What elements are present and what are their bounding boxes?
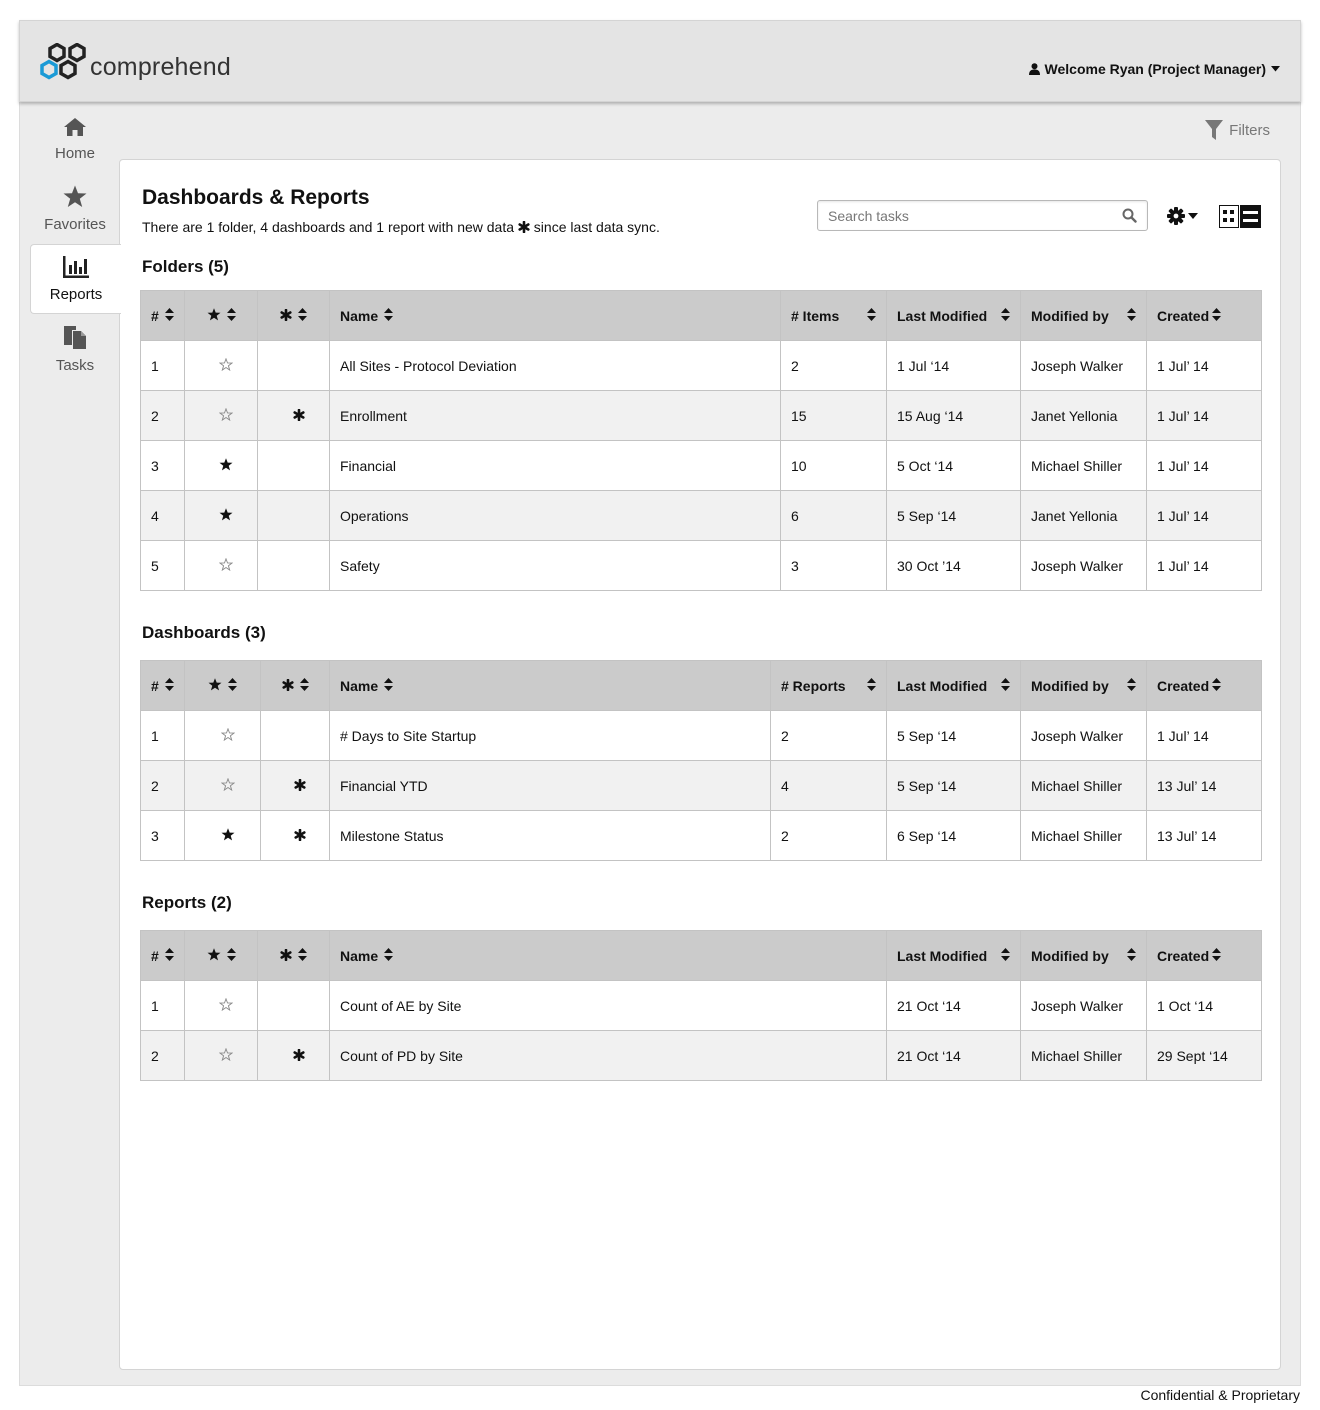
star-outline-icon[interactable] — [219, 558, 233, 574]
star-filled-icon[interactable] — [219, 458, 233, 474]
created-cell: 1 Jul’ 14 — [1147, 341, 1262, 391]
name-cell[interactable]: Financial — [330, 441, 781, 491]
star-outline-icon[interactable] — [219, 408, 233, 424]
new-data-cell — [258, 491, 330, 541]
last-modified-cell: 15 Aug ‘14 — [887, 391, 1021, 441]
favorite-cell[interactable] — [185, 391, 258, 441]
sort-icon — [1127, 308, 1136, 324]
sort-icon — [1212, 678, 1221, 694]
sidebar-item-label: Favorites — [44, 216, 106, 233]
sort-icon — [867, 308, 876, 324]
star-icon — [207, 948, 221, 964]
row-number: 5 — [141, 541, 185, 591]
table-row[interactable] — [141, 1031, 1262, 1081]
last-modified-cell: 5 Sep ‘14 — [887, 761, 1021, 811]
created-cell: 1 Jul’ 14 — [1147, 441, 1262, 491]
table-row[interactable] — [141, 341, 1262, 391]
dashboards-table — [140, 660, 1262, 861]
sidebar-item-tasks[interactable] — [30, 314, 120, 384]
row-number: 4 — [141, 491, 185, 541]
table-row[interactable] — [141, 541, 1262, 591]
last-modified-cell: 5 Sep ‘14 — [887, 491, 1021, 541]
column-header-favorite[interactable] — [185, 291, 258, 341]
sidebar — [30, 104, 120, 384]
sidebar-item-label: Home — [54, 144, 95, 162]
asterisk-icon — [293, 1048, 305, 1064]
name-cell[interactable]: Milestone Status — [330, 811, 771, 861]
name-cell[interactable]: Operations — [330, 491, 781, 541]
created-cell: 1 Jul’ 14 — [1147, 491, 1262, 541]
sort-icon — [227, 948, 236, 964]
sidebar-item-favorites[interactable] — [30, 174, 120, 244]
column-header-last-modified[interactable]: Last Modified — [887, 661, 1021, 711]
column-header-last-modified[interactable]: Last Modified — [887, 931, 1021, 981]
name-cell[interactable]: Safety — [330, 541, 781, 591]
created-cell: 1 Jul’ 14 — [1147, 541, 1262, 591]
table-row[interactable] — [141, 811, 1262, 861]
asterisk-icon — [293, 408, 305, 424]
column-header-new-data[interactable] — [261, 661, 330, 711]
star-outline-icon[interactable] — [219, 358, 233, 374]
subtitle-text: There are 1 folder, 4 dashboards and 1 report with new data — [142, 219, 515, 235]
created-cell: 1 Oct ‘14 — [1147, 981, 1262, 1031]
column-header-modified-by[interactable]: Modified by — [1021, 291, 1147, 341]
star-outline-icon[interactable] — [221, 728, 235, 744]
name-cell[interactable]: # Days to Site Startup — [330, 711, 771, 761]
favorite-cell[interactable] — [185, 541, 258, 591]
last-modified-cell: 1 Jul ‘14 — [887, 341, 1021, 391]
count-cell: 2 — [771, 811, 887, 861]
created-cell: 1 Jul’ 14 — [1147, 711, 1262, 761]
sort-icon — [228, 678, 237, 694]
favorite-cell[interactable] — [185, 341, 258, 391]
sort-icon — [165, 308, 174, 324]
star-filled-icon[interactable] — [219, 508, 233, 524]
table-row[interactable] — [141, 441, 1262, 491]
count-cell: 4 — [771, 761, 887, 811]
logo[interactable] — [40, 41, 231, 83]
row-number: 3 — [141, 811, 185, 861]
column-header-last-modified[interactable]: Last Modified — [887, 291, 1021, 341]
row-number: 1 — [141, 981, 185, 1031]
page-subtitle — [142, 219, 660, 235]
caret-down-icon — [1271, 66, 1280, 72]
sort-icon — [165, 678, 174, 694]
gear-icon — [1167, 207, 1185, 225]
sidebar-item-reports[interactable] — [30, 244, 121, 314]
sort-icon — [165, 948, 174, 964]
sort-icon — [1127, 948, 1136, 964]
copy-icon — [63, 325, 87, 349]
sidebar-item-label: Reports — [49, 285, 103, 303]
footer-confidential: Confidential & Proprietary — [1140, 1387, 1300, 1403]
last-modified-cell: 5 Sep ‘14 — [887, 711, 1021, 761]
modified-by-cell: Janet Yellonia — [1021, 491, 1147, 541]
count-cell: 6 — [781, 491, 887, 541]
favorite-cell[interactable] — [185, 1031, 258, 1081]
column-header-new-data[interactable] — [258, 291, 330, 341]
row-number: 2 — [141, 391, 185, 441]
modified-by-cell: Joseph Walker — [1021, 981, 1147, 1031]
asterisk-icon — [294, 828, 306, 844]
sort-icon — [227, 308, 236, 324]
star-icon — [63, 185, 87, 208]
sort-icon — [300, 678, 309, 694]
sort-icon — [1212, 948, 1221, 964]
created-cell: 29 Sept ‘14 — [1147, 1031, 1262, 1081]
search-icon[interactable] — [1122, 208, 1137, 223]
column-header-name[interactable]: Name — [330, 291, 781, 341]
column-header-modified-by[interactable]: Modified by — [1021, 661, 1147, 711]
new-data-cell — [258, 341, 330, 391]
asterisk-icon — [294, 778, 306, 794]
sort-icon — [1127, 678, 1136, 694]
table-row[interactable] — [141, 391, 1262, 441]
logo-text: comprehend — [90, 53, 231, 81]
modified-by-cell: Joseph Walker — [1021, 341, 1147, 391]
column-header-created[interactable]: Created — [1147, 291, 1262, 341]
column-header-modified-by[interactable]: Modified by — [1021, 931, 1147, 981]
search-box — [817, 200, 1148, 231]
subtitle-text-end: since last data sync. — [533, 219, 660, 235]
star-filled-icon[interactable] — [221, 828, 235, 844]
column-header-items[interactable]: # Items — [781, 291, 887, 341]
table-row[interactable] — [141, 761, 1262, 811]
view-toggle-icon[interactable] — [1219, 205, 1261, 228]
caret-down-icon — [1188, 213, 1198, 219]
sort-icon — [867, 678, 876, 694]
table-row[interactable] — [141, 491, 1262, 541]
star-icon — [208, 678, 222, 694]
favorite-cell[interactable] — [185, 981, 258, 1031]
modified-by-cell: Joseph Walker — [1021, 541, 1147, 591]
asterisk-icon — [518, 221, 530, 233]
favorite-cell[interactable] — [185, 491, 258, 541]
name-cell[interactable]: Financial YTD — [330, 761, 771, 811]
last-modified-cell: 30 Oct ’14 — [887, 541, 1021, 591]
sort-icon — [384, 948, 393, 964]
sort-icon — [384, 678, 393, 694]
star-outline-icon[interactable] — [219, 998, 233, 1014]
dashboards-section-title: Dashboards (3) — [142, 623, 266, 642]
asterisk-icon — [282, 678, 294, 694]
sidebar-item-home[interactable] — [30, 104, 120, 174]
settings-menu-button[interactable] — [1167, 207, 1198, 225]
column-header-new-data[interactable] — [258, 931, 330, 981]
new-data-cell — [261, 811, 330, 861]
created-cell: 13 Jul’ 14 — [1147, 811, 1262, 861]
new-data-cell — [258, 391, 330, 441]
name-cell[interactable]: Enrollment — [330, 391, 781, 441]
row-number: 1 — [141, 711, 185, 761]
count-cell: 2 — [771, 711, 887, 761]
table-header-row — [141, 931, 1262, 981]
count-cell: 3 — [781, 541, 887, 591]
row-number: 3 — [141, 441, 185, 491]
table-row[interactable] — [141, 981, 1262, 1031]
folders-section-title: Folders (5) — [142, 257, 229, 276]
column-header-name[interactable]: Name — [330, 931, 887, 981]
favorite-cell[interactable] — [185, 761, 261, 811]
page-title: Dashboards & Reports — [142, 186, 370, 209]
filters-label: Filters — [1229, 121, 1270, 139]
row-number: 2 — [141, 1031, 185, 1081]
count-cell: 15 — [781, 391, 887, 441]
last-modified-cell: 5 Oct ‘14 — [887, 441, 1021, 491]
modified-by-cell: Janet Yellonia — [1021, 391, 1147, 441]
column-header-number[interactable]: # — [141, 661, 185, 711]
column-header-number[interactable]: # — [141, 931, 185, 981]
user-icon — [1029, 63, 1040, 75]
row-number: 2 — [141, 761, 185, 811]
row-number: 1 — [141, 341, 185, 391]
name-cell[interactable]: All Sites - Protocol Deviation — [330, 341, 781, 391]
count-cell: 2 — [781, 341, 887, 391]
user-menu[interactable] — [1029, 61, 1280, 77]
new-data-cell — [258, 981, 330, 1031]
sort-icon — [1001, 678, 1010, 694]
search-input[interactable] — [818, 201, 1108, 230]
logo-hexagons-icon — [40, 43, 88, 83]
new-data-cell — [258, 541, 330, 591]
star-outline-icon[interactable] — [221, 778, 235, 794]
asterisk-icon — [280, 948, 292, 964]
reports-section-title: Reports (2) — [142, 893, 232, 912]
created-cell: 1 Jul’ 14 — [1147, 391, 1262, 441]
welcome-text: Welcome Ryan (Project Manager) — [1044, 61, 1266, 77]
last-modified-cell: 21 Oct ‘14 — [887, 1031, 1021, 1081]
bar-chart-icon — [63, 256, 89, 278]
column-header-name[interactable]: Name — [330, 661, 771, 711]
sort-icon — [1001, 948, 1010, 964]
table-row[interactable] — [141, 711, 1262, 761]
column-header-number[interactable]: # — [141, 291, 185, 341]
modified-by-cell: Michael Shiller — [1021, 1031, 1147, 1081]
new-data-cell — [261, 761, 330, 811]
created-cell: 13 Jul’ 14 — [1147, 761, 1262, 811]
name-cell[interactable]: Count of PD by Site — [330, 1031, 887, 1081]
last-modified-cell: 21 Oct ‘14 — [887, 981, 1021, 1031]
star-outline-icon[interactable] — [219, 1048, 233, 1064]
sidebar-item-label: Tasks — [55, 356, 95, 374]
column-header-reports[interactable]: # Reports — [771, 661, 887, 711]
table-header-row — [141, 291, 1262, 341]
new-data-cell — [258, 1031, 330, 1081]
top-header — [19, 20, 1301, 102]
column-header-created[interactable]: Created — [1147, 931, 1262, 981]
count-cell: 10 — [781, 441, 887, 491]
filter-icon — [1205, 120, 1223, 140]
sort-icon — [1212, 308, 1221, 324]
sort-icon — [1001, 308, 1010, 324]
sort-icon — [298, 308, 307, 324]
column-header-created[interactable]: Created — [1147, 661, 1262, 711]
modified-by-cell: Joseph Walker — [1021, 711, 1147, 761]
modified-by-cell: Michael Shiller — [1021, 441, 1147, 491]
sort-icon — [384, 308, 393, 324]
new-data-cell — [261, 711, 330, 761]
folders-table — [140, 290, 1262, 591]
last-modified-cell: 6 Sep ‘14 — [887, 811, 1021, 861]
new-data-cell — [258, 441, 330, 491]
name-cell[interactable]: Count of AE by Site — [330, 981, 887, 1031]
filters-button[interactable] — [1205, 120, 1270, 140]
sort-icon — [298, 948, 307, 964]
favorite-cell[interactable] — [185, 711, 261, 761]
table-header-row — [141, 661, 1262, 711]
star-icon — [207, 308, 221, 324]
home-icon — [63, 117, 87, 137]
column-header-favorite[interactable] — [185, 931, 258, 981]
reports-table — [140, 930, 1262, 1081]
favorite-cell[interactable] — [185, 441, 258, 491]
asterisk-icon — [280, 308, 292, 324]
modified-by-cell: Michael Shiller — [1021, 811, 1147, 861]
favorite-cell[interactable] — [185, 811, 261, 861]
column-header-favorite[interactable] — [185, 661, 261, 711]
modified-by-cell: Michael Shiller — [1021, 761, 1147, 811]
